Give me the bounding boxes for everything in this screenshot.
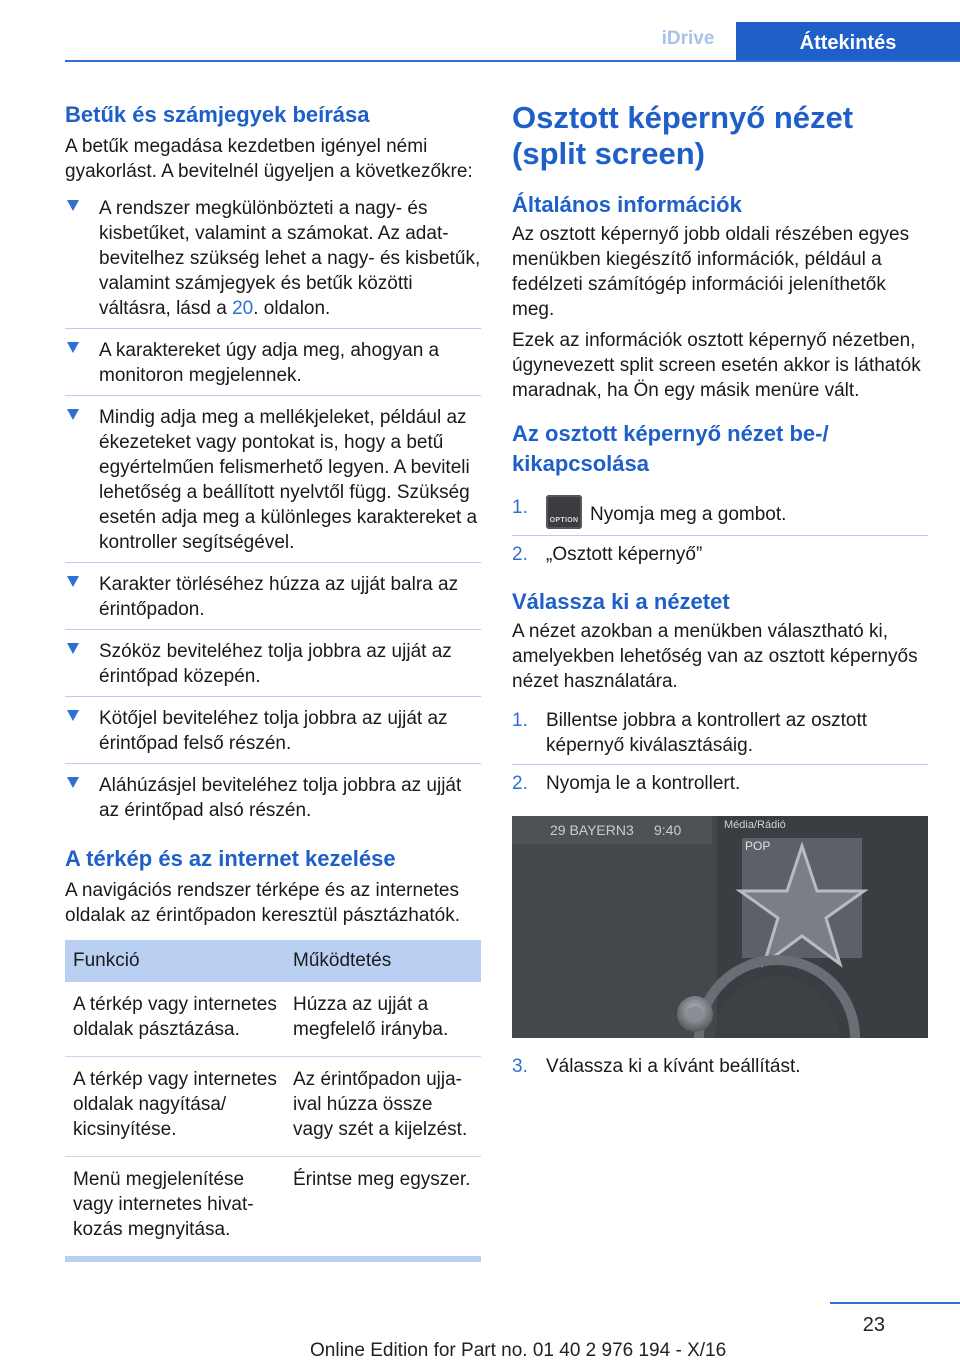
header-chapter-tab: Áttekintés bbox=[736, 22, 960, 62]
split-screen-photo bbox=[512, 816, 928, 1038]
header-rule bbox=[65, 60, 960, 62]
table-cell: Az érintőpadon ujjaival húzza össze vagy szét a kijelzést. bbox=[285, 1057, 481, 1157]
list-item: Mindig adja meg a mellékjeleket, például az ékezeteket vagy pontokat is, hogy a betű egyértelműen felismerhető legyen. A beviteli lehetőség a beállított nyelvtől függ. Szükség esetén adja meg a különleges karaktereket a kontroller segítségével. bbox=[65, 395, 481, 562]
list-item: Karakter törléséhez húzza az ujját balra az érintőpadon. bbox=[65, 562, 481, 629]
input-intro: A betűk megadása kezdetben igényel némi gyakorlást. A bevitelnél ügyeljen a következőkre: bbox=[65, 136, 473, 182]
list-item: A rendszer megkülönbözteti a nagy- és kisbetűket, valamint a számokat. Az adatbevitelhez szükség lehet a nagy- és kisbetűk, valamint számjegyek és betűk közötti váltásra, lásd a 20. oldalon. bbox=[65, 194, 481, 328]
table-header-row bbox=[65, 940, 481, 982]
list-item: 1. OPTION Nyomja meg a gombot. bbox=[512, 489, 928, 535]
clock-label: 9:40 bbox=[654, 822, 682, 838]
table-cell: A térkép vagy internetes oldalak pásztázása. bbox=[65, 982, 285, 1057]
triangle-bullet-icon bbox=[67, 777, 79, 788]
table-row bbox=[65, 982, 481, 1057]
select-steps bbox=[512, 702, 928, 802]
left-column bbox=[65, 100, 481, 1262]
general-paragraph-1: Az osztott képernyő jobb oldali részében egyes menükben kiegészítő információk, például a fedélzeti számítógép információi jeleníthetők meg. bbox=[512, 224, 910, 320]
select-heading: Válassza ki a nézetet bbox=[512, 589, 730, 614]
section-title: Osztott képernyő nézet (split screen) bbox=[512, 100, 854, 171]
table-row bbox=[65, 1157, 481, 1257]
list-item: Szóköz beviteléhez tolja jobbra az ujját az érintőpad közepén. bbox=[65, 629, 481, 696]
page-number: 23 bbox=[862, 1314, 885, 1336]
triangle-bullet-icon bbox=[67, 342, 79, 353]
general-paragraph-2: Ezek az információk osztott képernyő nézetben, úgynevezett split screen esetén akkor is láthatók maradnak, ha Ön egy másik menüre vált. bbox=[512, 330, 921, 401]
split-screen-illustration bbox=[512, 816, 928, 1038]
triangle-bullet-icon bbox=[67, 643, 79, 654]
table-header-cell: Működtetés bbox=[285, 940, 481, 982]
page-header bbox=[0, 0, 960, 62]
genre-label: POP bbox=[745, 839, 771, 853]
input-heading: Betűk és számjegyek beírása bbox=[65, 102, 370, 127]
edition-text: Online Edition for Part no. 01 40 2 976 194 - X/16 bbox=[310, 1340, 727, 1361]
list-item: A karaktereket úgy adja meg, ahogyan a monitoron megjelennek. bbox=[65, 328, 481, 395]
triangle-bullet-icon bbox=[67, 576, 79, 587]
option-button-icon: OPTION bbox=[546, 495, 582, 529]
general-heading: Általános információk bbox=[512, 192, 742, 217]
list-item: Kötőjel beviteléhez tolja jobbra az ujját az érintőpad felső részén. bbox=[65, 696, 481, 763]
panel-title: Média/Rádió bbox=[724, 819, 786, 831]
table-cell: Menü megjelenítése vagy internetes hivatkozás megnyitása. bbox=[73, 1169, 254, 1240]
table-cell: Érintse meg egyszer. bbox=[293, 1169, 471, 1190]
table-header-cell: Funkció bbox=[65, 940, 285, 982]
footer-rule bbox=[830, 1302, 960, 1304]
station-label: 29 BAYERN3 bbox=[550, 822, 634, 838]
table-bottom-rule bbox=[65, 1256, 481, 1262]
function-table bbox=[65, 940, 481, 1256]
table-cell: Húzza az ujját a megfelelő irányba. bbox=[285, 982, 481, 1057]
triangle-bullet-icon bbox=[67, 409, 79, 420]
map-intro: A navigációs rendszer térképe és az internetes oldalak az érintőpadon keresztül pásztázhatók. bbox=[65, 880, 461, 926]
list-item: 1. Billentse jobbra a kontrollert az osztott képernyő kiválasztásáig. bbox=[512, 710, 868, 756]
toggle-steps bbox=[512, 489, 928, 573]
list-item: 2. Nyomja le a kontrollert. bbox=[512, 764, 928, 802]
list-item: 3. Válassza ki a kívánt beállítást. bbox=[512, 1056, 801, 1077]
table-row bbox=[65, 1057, 481, 1157]
list-item: Aláhúzásjel beviteléhez tolja jobbra az ujját az érintőpad alsó részén. bbox=[65, 763, 481, 830]
select-intro: A nézet azokban a menükben választható ki, amelyekben lehetőség van az osztott képernyős nézet használatára. bbox=[512, 621, 918, 692]
right-column bbox=[512, 100, 928, 1085]
header-section: iDrive bbox=[661, 28, 715, 49]
input-bullet-list bbox=[65, 194, 481, 830]
page-link[interactable]: 20 bbox=[232, 298, 254, 319]
triangle-bullet-icon bbox=[67, 200, 79, 211]
triangle-bullet-icon bbox=[67, 710, 79, 721]
list-item: 2. „Osztott képernyő” bbox=[512, 535, 928, 573]
final-steps bbox=[512, 1048, 928, 1085]
toggle-heading: Az osztott képernyő nézet be-/ kikapcsolása bbox=[512, 421, 829, 476]
map-heading: A térkép és az internet kezelése bbox=[65, 846, 396, 871]
table-cell: A térkép vagy internetes oldalak nagyítása/ kicsinyítése. bbox=[65, 1057, 285, 1157]
